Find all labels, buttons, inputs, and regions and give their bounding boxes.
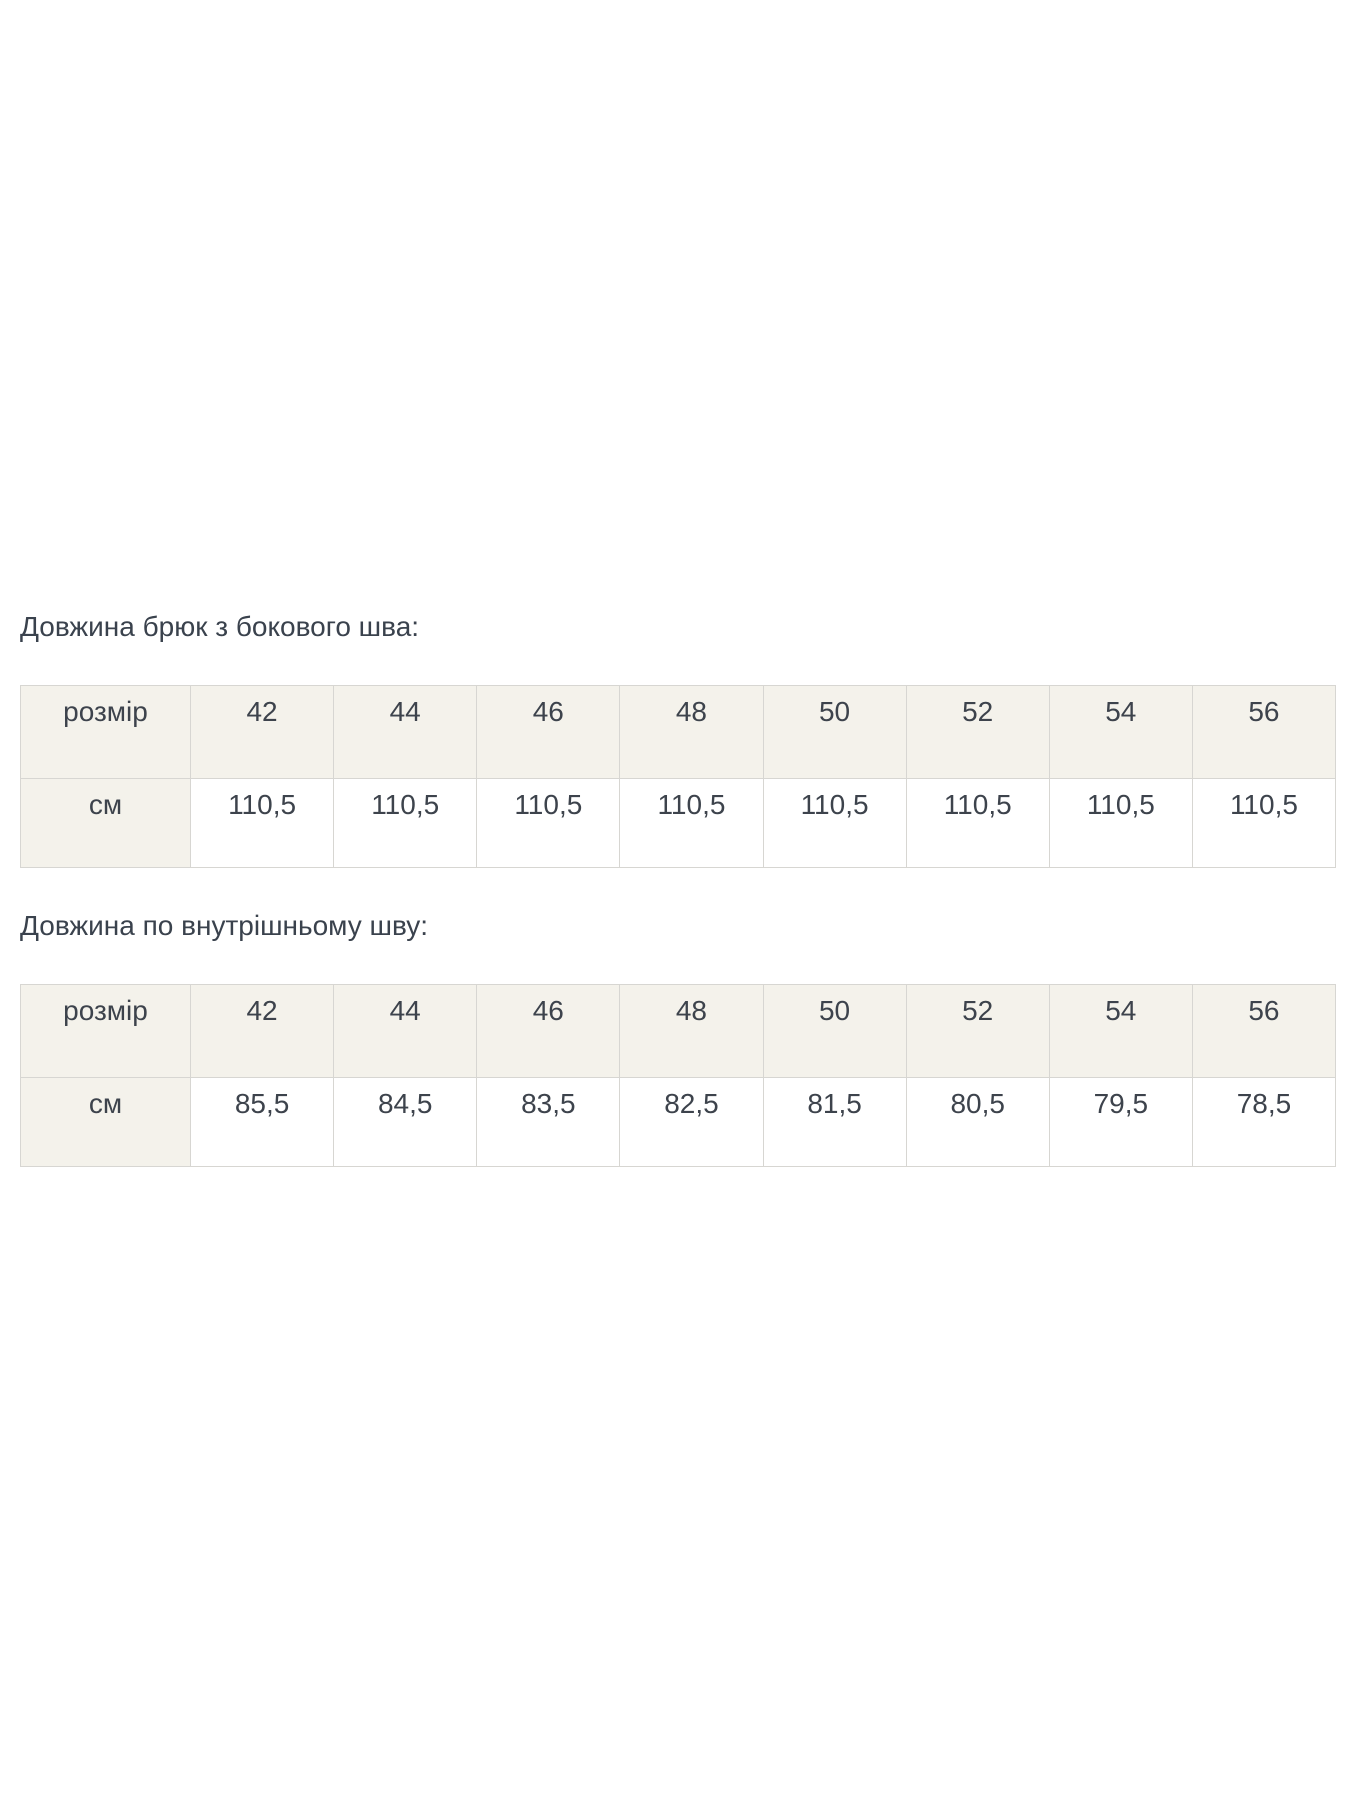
size-column-header: 48 bbox=[620, 686, 763, 779]
size-column-header: 54 bbox=[1049, 686, 1192, 779]
size-value: 110,5 bbox=[1192, 779, 1335, 868]
size-header-label: розмір bbox=[21, 985, 191, 1078]
size-value: 110,5 bbox=[906, 779, 1049, 868]
size-column-header: 52 bbox=[906, 985, 1049, 1078]
size-value: 84,5 bbox=[334, 1078, 477, 1167]
size-column-header: 44 bbox=[334, 985, 477, 1078]
size-value: 79,5 bbox=[1049, 1078, 1192, 1167]
unit-label: см bbox=[21, 779, 191, 868]
size-value: 83,5 bbox=[477, 1078, 620, 1167]
size-column-header: 46 bbox=[477, 985, 620, 1078]
size-value: 82,5 bbox=[620, 1078, 763, 1167]
size-value: 110,5 bbox=[477, 779, 620, 868]
unit-label: см bbox=[21, 1078, 191, 1167]
size-value: 110,5 bbox=[620, 779, 763, 868]
size-column-header: 56 bbox=[1192, 686, 1335, 779]
table-row bbox=[21, 985, 1336, 1078]
size-header-label: розмір bbox=[21, 686, 191, 779]
size-column-header: 42 bbox=[191, 985, 334, 1078]
table-row bbox=[21, 686, 1336, 779]
size-table-side-seam bbox=[20, 685, 1336, 868]
size-value: 110,5 bbox=[191, 779, 334, 868]
size-value: 85,5 bbox=[191, 1078, 334, 1167]
section-heading-side-seam: Довжина брюк з бокового шва: bbox=[20, 611, 420, 642]
size-table-inner-seam bbox=[20, 984, 1336, 1167]
size-column-header: 46 bbox=[477, 686, 620, 779]
size-value: 80,5 bbox=[906, 1078, 1049, 1167]
section-heading-inner-seam: Довжина по внутрішньому шву: bbox=[20, 910, 428, 941]
size-column-header: 52 bbox=[906, 686, 1049, 779]
size-column-header: 42 bbox=[191, 686, 334, 779]
table-row bbox=[21, 1078, 1336, 1167]
size-value: 110,5 bbox=[763, 779, 906, 868]
size-value: 110,5 bbox=[1049, 779, 1192, 868]
size-value: 110,5 bbox=[334, 779, 477, 868]
size-column-header: 50 bbox=[763, 686, 906, 779]
table-row bbox=[21, 779, 1336, 868]
size-column-header: 48 bbox=[620, 985, 763, 1078]
size-column-header: 50 bbox=[763, 985, 906, 1078]
size-value: 81,5 bbox=[763, 1078, 906, 1167]
size-value: 78,5 bbox=[1192, 1078, 1335, 1167]
size-column-header: 54 bbox=[1049, 985, 1192, 1078]
size-column-header: 56 bbox=[1192, 985, 1335, 1078]
size-column-header: 44 bbox=[334, 686, 477, 779]
